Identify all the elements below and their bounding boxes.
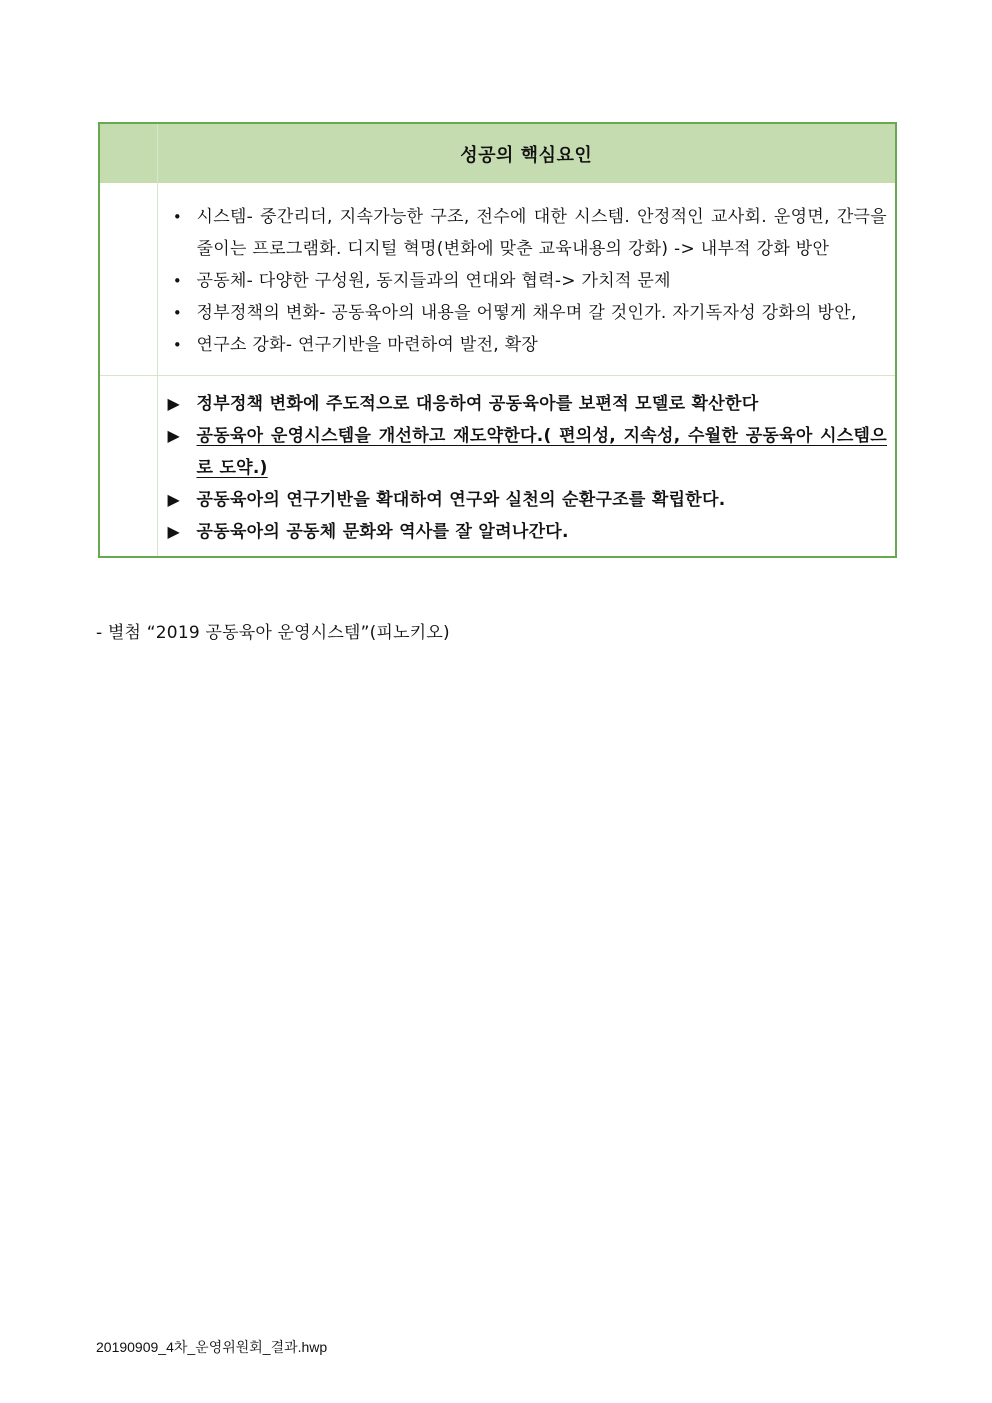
attachment-note: - 별첨 “2019 공동육아 운영시스템”(피노키오) (96, 623, 450, 643)
file-name-footer: 20190909_4차_운영위원회_결과.hwp (96, 1339, 328, 1355)
table-row (99, 376, 896, 558)
factor-text: 연구소 강화- 연구기반을 마련하여 발전, 확장 (196, 335, 539, 355)
table-row (99, 183, 896, 376)
triangle-right-icon: ▶ (167, 426, 181, 445)
list-item (168, 516, 888, 548)
list-item (168, 265, 888, 297)
goals-list (168, 388, 888, 548)
table-header-title: 성공의 핵심요인 (157, 123, 896, 183)
goals-cell (157, 376, 896, 558)
bullet-icon: • (172, 336, 183, 354)
bullet-icon: • (172, 304, 183, 322)
triangle-right-icon: ▶ (167, 490, 181, 509)
list-item (168, 297, 888, 329)
list-item (168, 388, 888, 420)
factor-text: 공동체- 다양한 구성원, 동지들과의 연대와 협력-> 가치적 문제 (196, 271, 671, 291)
list-item (168, 201, 888, 265)
list-item (168, 420, 888, 484)
list-item (168, 329, 888, 361)
bullet-icon: • (172, 208, 183, 226)
factor-text: 정부정책의 변화- 공동육아의 내용을 어떻게 채우며 갈 것인가. 자기독자성 강화의 방안, (196, 303, 857, 323)
header-empty-cell (99, 123, 157, 183)
goal-text: 정부정책 변화에 주도적으로 대응하여 공동육아를 보편적 모델로 확산한다 (196, 394, 759, 414)
factor-text: 시스템- 중간리더, 지속가능한 구조, 전수에 대한 시스템. 안정적인 교사회. 운영면, 간극을 줄이는 프로그램화. 디지털 혁명(변화에 맞춘 교육내용의 강화) -> 내부적 강화 방안 (196, 207, 887, 259)
triangle-right-icon: ▶ (167, 394, 181, 413)
goal-text: 공동육아의 연구기반을 확대하여 연구와 실천의 순환구조를 확립한다. (196, 490, 726, 510)
factors-cell (157, 183, 896, 376)
empty-cell (99, 376, 157, 558)
list-item (168, 484, 888, 516)
empty-cell (99, 183, 157, 376)
table-header-row (99, 123, 896, 183)
factors-list (168, 201, 888, 361)
goal-text: 공동육아 운영시스템을 개선하고 재도약한다.( 편의성, 지속성, 수월한 공동육아 시스템으로 도약.) (196, 426, 887, 478)
success-factors-table (98, 122, 897, 558)
goal-text: 공동육아의 공동체 문화와 역사를 잘 알려나간다. (196, 522, 569, 542)
triangle-right-icon: ▶ (167, 522, 181, 541)
bullet-icon: • (172, 272, 183, 290)
